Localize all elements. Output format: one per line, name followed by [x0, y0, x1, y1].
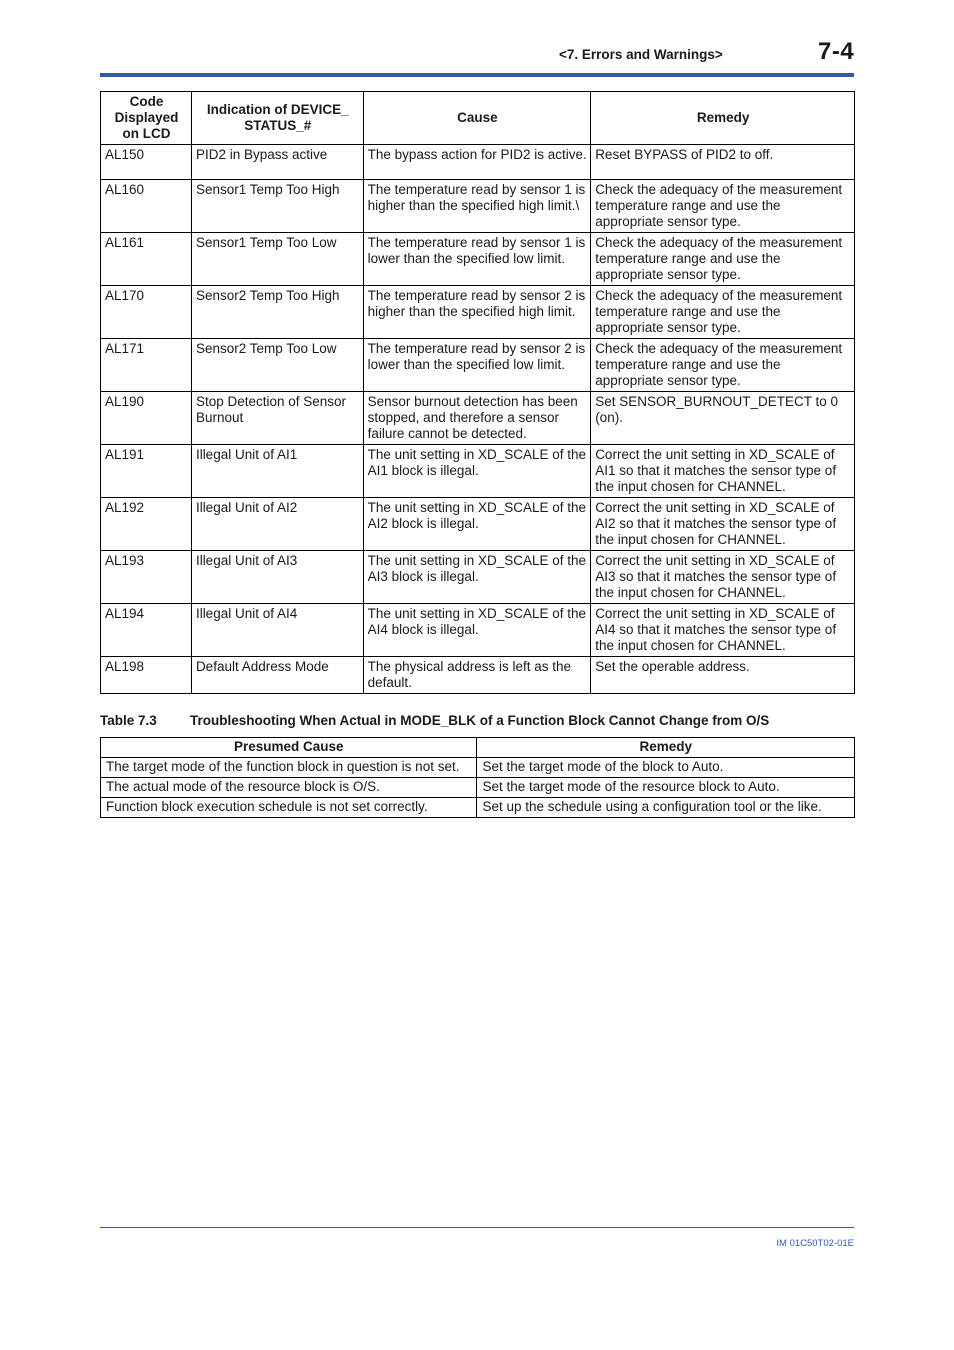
presumed-cause: Function block execution schedule is not set correctly. — [101, 798, 477, 818]
alarm-code: AL150 — [101, 145, 192, 180]
alarm-code: AL198 — [101, 657, 192, 694]
column-header-cause: Cause — [363, 92, 591, 145]
alarm-code: AL161 — [101, 233, 192, 286]
alarm-remedy: Correct the unit setting in XD_SCALE of AI4 so that it matches the sensor type of the input chosen for CHANNEL. — [591, 604, 855, 657]
alarm-remedy: Check the adequacy of the measurement temperature range and use the appropriate sensor type. — [591, 233, 855, 286]
alarm-code: AL191 — [101, 445, 192, 498]
alarm-code-table — [100, 91, 855, 694]
table-row — [101, 392, 855, 445]
presumed-cause: The actual mode of the resource block is O/S. — [101, 778, 477, 798]
alarm-cause: The unit setting in XD_SCALE of the AI3 block is illegal. — [363, 551, 591, 604]
table-row — [101, 339, 855, 392]
alarm-indication: Sensor2 Temp Too Low — [191, 339, 363, 392]
table-header-row — [101, 92, 855, 145]
alarm-cause: The unit setting in XD_SCALE of the AI1 block is illegal. — [363, 445, 591, 498]
alarm-cause: Sensor burnout detection has been stopped, and therefore a sensor failure cannot be detected. — [363, 392, 591, 445]
column-header-remedy: Remedy — [477, 738, 855, 758]
column-header-remedy: Remedy — [591, 92, 855, 145]
table-row — [101, 498, 855, 551]
page-number: 7-4 — [818, 38, 855, 65]
alarm-code: AL192 — [101, 498, 192, 551]
alarm-indication: Sensor1 Temp Too Low — [191, 233, 363, 286]
alarm-cause: The unit setting in XD_SCALE of the AI2 block is illegal. — [363, 498, 591, 551]
alarm-remedy: Set the operable address. — [591, 657, 855, 694]
table-row — [101, 551, 855, 604]
alarm-indication: Illegal Unit of AI2 — [191, 498, 363, 551]
remedy: Set the target mode of the block to Auto. — [477, 758, 855, 778]
alarm-cause: The temperature read by sensor 2 is higher than the specified high limit. — [363, 286, 591, 339]
table-row — [101, 778, 855, 798]
alarm-cause: The temperature read by sensor 2 is lower than the specified low limit. — [363, 339, 591, 392]
troubleshooting-table — [100, 737, 855, 818]
table-row — [101, 145, 855, 180]
remedy: Set up the schedule using a configuration tool or the like. — [477, 798, 855, 818]
alarm-code: AL194 — [101, 604, 192, 657]
alarm-remedy: Set SENSOR_BURNOUT_DETECT to 0 (on). — [591, 392, 855, 445]
alarm-indication: Sensor1 Temp Too High — [191, 180, 363, 233]
table-row — [101, 604, 855, 657]
section-title: <7. Errors and Warnings> — [559, 47, 723, 62]
alarm-code: AL160 — [101, 180, 192, 233]
table-row — [101, 286, 855, 339]
alarm-code: AL171 — [101, 339, 192, 392]
presumed-cause: The target mode of the function block in question is not set. — [101, 758, 477, 778]
remedy: Set the target mode of the resource block to Auto. — [477, 778, 855, 798]
alarm-indication: PID2 in Bypass active — [191, 145, 363, 180]
table-title: Troubleshooting When Actual in MODE_BLK of a Function Block Cannot Change from O/S — [190, 713, 770, 728]
alarm-indication: Default Address Mode — [191, 657, 363, 694]
alarm-indication: Illegal Unit of AI4 — [191, 604, 363, 657]
alarm-cause: The bypass action for PID2 is active. — [363, 145, 591, 180]
alarm-remedy: Check the adequacy of the measurement temperature range and use the appropriate sensor type. — [591, 286, 855, 339]
table-caption — [100, 713, 769, 728]
alarm-indication: Sensor2 Temp Too High — [191, 286, 363, 339]
header-divider — [100, 73, 854, 77]
alarm-remedy: Correct the unit setting in XD_SCALE of AI1 so that it matches the sensor type of the input chosen for CHANNEL. — [591, 445, 855, 498]
alarm-cause: The physical address is left as the default. — [363, 657, 591, 694]
alarm-indication: Illegal Unit of AI3 — [191, 551, 363, 604]
alarm-code: AL193 — [101, 551, 192, 604]
table-row — [101, 445, 855, 498]
alarm-cause: The temperature read by sensor 1 is higher than the specified high limit.\ — [363, 180, 591, 233]
column-header-indication: Indication of DEVICE_ STATUS_# — [191, 92, 363, 145]
table-row — [101, 758, 855, 778]
alarm-indication: Illegal Unit of AI1 — [191, 445, 363, 498]
document-id: IM 01C50T02-01E — [776, 1238, 854, 1249]
column-header-presumed-cause: Presumed Cause — [101, 738, 477, 758]
column-header-code: Code Displayed on LCD — [101, 92, 192, 145]
alarm-code: AL170 — [101, 286, 192, 339]
alarm-remedy: Reset BYPASS of PID2 to off. — [591, 145, 855, 180]
alarm-remedy: Check the adequacy of the measurement temperature range and use the appropriate sensor type. — [591, 180, 855, 233]
alarm-code: AL190 — [101, 392, 192, 445]
alarm-cause: The temperature read by sensor 1 is lower than the specified low limit. — [363, 233, 591, 286]
table-row — [101, 180, 855, 233]
alarm-cause: The unit setting in XD_SCALE of the AI4 block is illegal. — [363, 604, 591, 657]
alarm-remedy: Correct the unit setting in XD_SCALE of AI2 so that it matches the sensor type of the input chosen for CHANNEL. — [591, 498, 855, 551]
footer-divider — [100, 1227, 854, 1228]
alarm-remedy: Check the adequacy of the measurement temperature range and use the appropriate sensor type. — [591, 339, 855, 392]
table-row — [101, 233, 855, 286]
table-row — [101, 798, 855, 818]
table-number: Table 7.3 — [100, 713, 157, 728]
table-header-row — [101, 738, 855, 758]
table-row — [101, 657, 855, 694]
alarm-indication: Stop Detection of Sensor Burnout — [191, 392, 363, 445]
alarm-remedy: Correct the unit setting in XD_SCALE of AI3 so that it matches the sensor type of the input chosen for CHANNEL. — [591, 551, 855, 604]
